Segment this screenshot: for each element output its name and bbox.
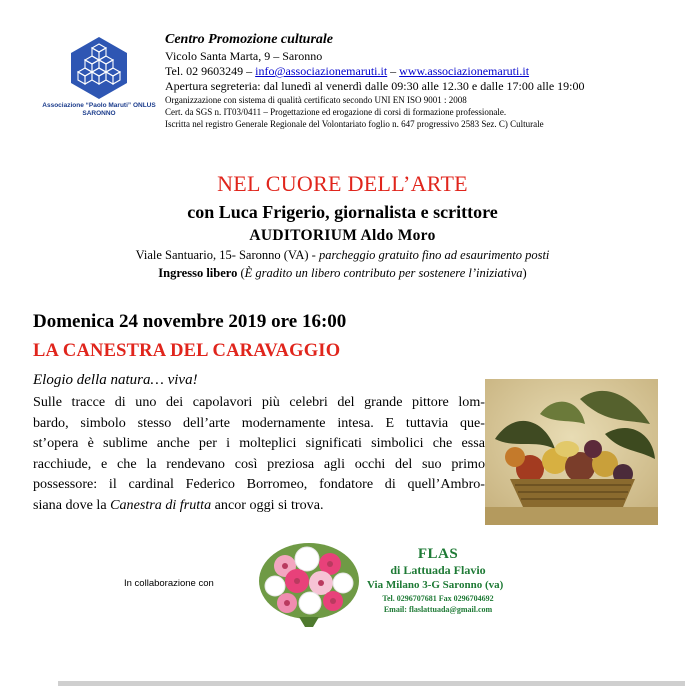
logo-caption [38, 102, 160, 118]
entry-paren-close: ) [522, 266, 527, 280]
event-venue: AUDITORIUM Aldo Moro [249, 227, 436, 244]
entry-paren-open: ( [237, 266, 245, 280]
description-line: possessore: il cardinal Federico Borromeo, fondatore di quell’Ambro- [33, 476, 485, 493]
certification-line-1: Organizzazione con sistema di qualità certificato secondo UNI EN ISO 9001 : 2008 [165, 95, 467, 105]
flower-bouquet-icon [255, 531, 363, 627]
talk-title: LA CANESTRA DEL CARAVAGGIO [33, 341, 341, 361]
event-speaker: con Luca Frigerio, giornalista e scrittore [187, 202, 498, 222]
logo-caption-line1: Associazione “Paolo Maruti” ONLUS [42, 102, 156, 109]
artwork-title: Canestra di frutta [110, 496, 212, 513]
florist-owner: di Lattuada Flavio [390, 563, 486, 577]
florist-email: Email: flaslattuada@gmail.com [383, 605, 493, 614]
description-line: bardo, simbolo stesso dell’arte modernamente intesa. E tuttavia que- [33, 414, 485, 431]
last-line-before: siana dove la [33, 496, 111, 513]
description-last-line [33, 495, 485, 516]
description-line: Sulle tracce di uno dei capolavori più celebri del grande pittore lom- [33, 394, 485, 410]
description-line: racchiude, e che la rendevano così preziosa agli occhi del suo primo [33, 455, 485, 472]
event-entry [0, 265, 685, 281]
logo-caption-line2: SARONNO [82, 110, 116, 117]
last-line-after: ancor oggi si trova. [211, 496, 324, 513]
org-info [165, 31, 665, 130]
description-line: st’opera è sublime anche per i molteplici significati simbolici che essa [33, 435, 485, 452]
event-address-main: Viale Santuario, 15- Saronno (VA) - [135, 248, 319, 262]
org-address: Vicolo Santa Marta, 9 – Saronno [165, 49, 323, 63]
florist-info [367, 545, 504, 615]
entry-label: Ingresso libero [158, 266, 238, 280]
contact-separator: – [387, 64, 400, 78]
certification-line-2: Cert. da SGS n. IT03/0411 – Progettazione ed erogazione di corsi di formazione professionale. [165, 107, 507, 117]
entry-note: È gradito un libero contributo per sostenere l’iniziativa [244, 266, 523, 280]
event-parking-note: parcheggio gratuito fino ad esaurimento posti [318, 248, 550, 262]
bottom-divider [58, 681, 685, 686]
event-address [0, 247, 685, 263]
email-link[interactable]: info@associazionemaruti.it [255, 64, 388, 78]
florist-phones: Tel. 0296707681 Fax 0296704692 [382, 594, 494, 603]
talk-description [33, 392, 485, 516]
collaboration-label: In collaborazione con [124, 578, 214, 589]
org-name: Centro Promozione culturale [165, 32, 334, 47]
certification-line-3: Iscritta nel registro Generale Regionale del Volontariato foglio n. 647 progressivo 2583 Sez. C) Culturale [165, 119, 544, 129]
florist-name: FLAS [417, 546, 459, 562]
office-hours: Apertura segreteria: dal lunedì al venerdì dalle 09:30 alle 12.30 e dalle 17:00 alle 19:00 [165, 79, 585, 93]
florist-address: Via Milano 3-G Saronno (va) [367, 579, 504, 591]
website-link[interactable]: www.associazionemaruti.it [399, 64, 530, 78]
org-contacts [165, 64, 665, 79]
org-phone: Tel. 02 9603249 – [165, 64, 256, 78]
talk-date: Domenica 24 novembre 2019 ore 16:00 [33, 311, 347, 332]
caravaggio-painting-icon [485, 379, 658, 525]
association-logo-icon [70, 36, 128, 100]
talk-subtitle: Elogio della natura… viva! [33, 372, 198, 388]
event-title: NEL CUORE DELL’ARTE [217, 171, 468, 196]
